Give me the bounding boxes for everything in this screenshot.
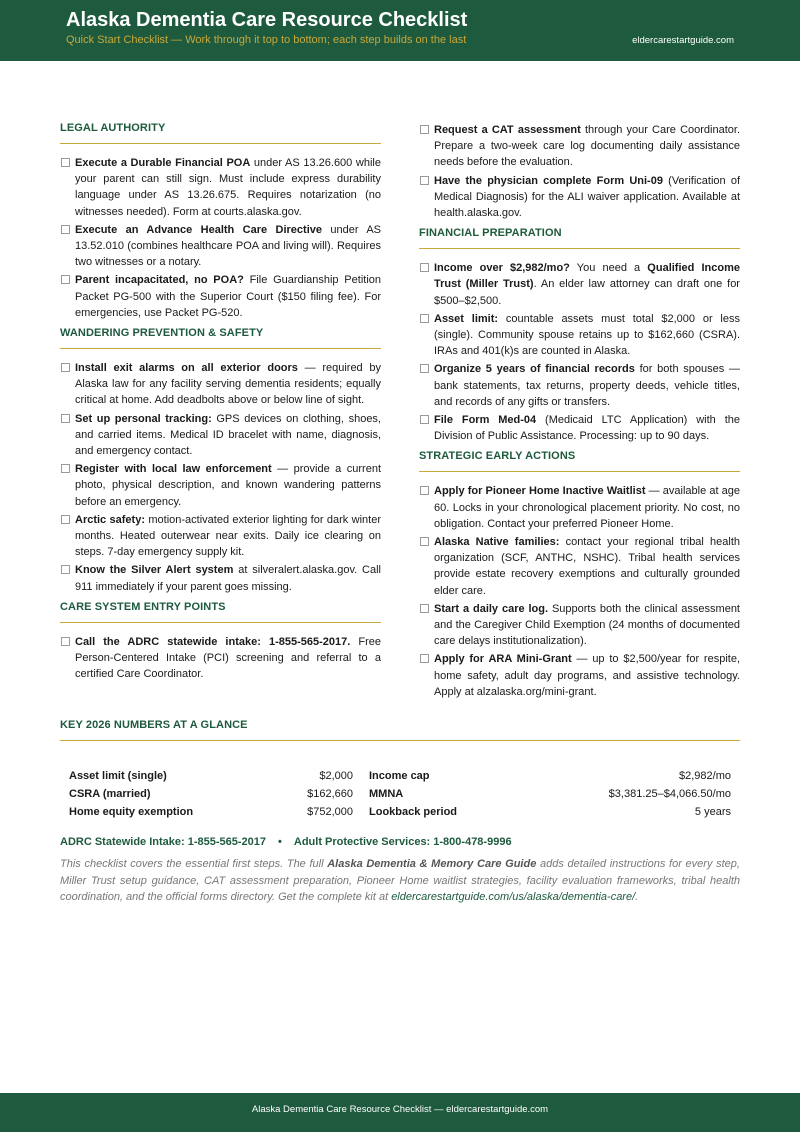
item-heading: Apply for ARA Mini-Grant [434,653,572,666]
checklist-item [60,222,381,271]
key-label: MMNA [369,788,404,800]
item-text: — provide a current photo, physical description, and known wandering patterns before an emergency. [75,463,381,508]
item-heading: File Form Med-04 [434,414,537,427]
item-heading: Have the physician complete Form Uni-09 [434,174,663,187]
item-text: — required by Alaska law for any facility serving dementia residents; equally critical at home. Add deadbolts above or below line of sight. [75,362,381,407]
contact-separator: • [278,836,282,848]
section-divider [419,248,740,249]
checkbox[interactable] [61,158,70,167]
item-heading: Install exit alarms on all exterior doors [75,362,298,375]
item-heading: Call the ADRC statewide intake: 1-855-565-2017. [75,635,351,648]
item-text: File Guardianship Petition Packet PG-500 with the Superior Court ($150 filing fee). For emergencies, use Packet PG-520. [75,274,381,319]
key-label: Lookback period [369,806,458,818]
key-value: $162,660 [307,788,353,800]
item-text: GPS devices on clothing, shoes, and carried items. Medical ID bracelet with name, diagnosis, and emergency contact. [75,412,381,458]
checkbox[interactable] [420,537,429,546]
note-text-3: . [635,891,639,903]
checklist-item [60,360,381,409]
checkbox[interactable] [61,565,70,574]
checkbox[interactable] [61,225,70,234]
item-heading: Apply for Pioneer Home Inactive Waitlist [434,485,646,498]
section-divider [60,622,381,623]
item-text: Free Person-Centered Intake (PCI) screening and referral to a certified Care Coordinator. [75,635,381,681]
item-text: (Verification of Medical Diagnosis) for the ALI waiver application. Available at health.alaska.gov. [434,174,740,220]
item-text: under AS 13.52.010 (combines healthcare POA and living will). Requires two witnesses or a notary. [75,223,381,269]
item-heading: Execute a Durable Financial POA [75,157,251,169]
checklist-item [60,634,381,683]
header-site-link[interactable]: eldercarestartguide.com [632,35,734,46]
item-heading: Know the Silver Alert system [75,564,234,577]
key-numbers-table [60,770,740,824]
checkbox[interactable] [420,654,429,663]
item-text: — available at age 60. Locks in your chronological placement priority. No cost, no obligation. Contact your preferred Pioneer Home. [434,485,740,530]
item-heading: Request a CAT assessment [434,124,581,136]
checkbox[interactable] [420,364,429,373]
section-divider [60,740,740,741]
item-heading: Organize 5 years of financial records [434,363,635,376]
key-value: 5 years [694,806,731,818]
checklist-item [60,461,381,510]
key-value: $2,000 [319,770,353,782]
section-title: STRATEGIC EARLY ACTIONS [419,450,576,463]
checkbox[interactable] [420,263,429,272]
key-numbers-row [60,806,740,824]
checkbox[interactable] [420,176,429,185]
note-text-2: adds detailed instructions for every step, Miller Trust setup guidance, CAT assessment preparation, Pioneer Home waitlist strategies, facility evaluation frameworks, tribal health coordination, and the official forms directory. Get the complete kit at [60,858,740,903]
checkbox[interactable] [61,515,70,524]
checklist-item [419,601,740,650]
note-text-1: This checklist covers the essential first steps. The full [60,858,328,870]
contact-line [60,836,512,848]
key-numbers-row [60,788,740,806]
item-text: at silveralert.alaska.gov. Call 911 immediately if your parent goes missing. [75,564,381,593]
checklist-item [60,411,381,460]
checklist-item [419,361,740,410]
item-text: Supports both the clinical assessment and the Caregiver Child Exemption (24 months of documented care delays institutionalization). [434,602,740,648]
key-numbers-title: KEY 2026 NUMBERS AT A GLANCE [60,719,248,731]
key-value: $2,982/mo [679,770,731,782]
checklist-item [60,562,381,594]
checkbox[interactable] [420,125,429,134]
key-label: CSRA (married) [69,788,151,800]
page-subtitle: Quick Start Checklist — Work through it top to bottom; each step builds on the last [66,34,467,46]
left-column [60,122,381,684]
checklist-item [419,122,740,171]
checklist-item [419,651,740,700]
item-heading: Asset limit: [434,312,499,325]
item-heading: Income over $2,982/mo? [434,262,570,275]
key-value: $752,000 [307,806,353,818]
footer-bar [0,1093,800,1132]
section-title: CARE SYSTEM ENTRY POINTS [60,600,226,613]
checkbox[interactable] [420,314,429,323]
item-heading: Execute an Advance Health Care Directive [75,223,322,236]
item-heading: Register with local law enforcement [75,463,272,476]
adrc-contact[interactable]: ADRC Statewide Intake: 1-855-565-2017 [60,836,267,848]
item-text: for both spouses — bank statements, tax returns, property deeds, vehicle titles, and records of any gifts or transfers. [434,363,741,408]
checkbox[interactable] [61,363,70,372]
aps-contact[interactable]: Adult Protective Services: 1-800-478-9996 [293,836,512,848]
item-text: motion-activated exterior lighting for dark winter months. Heated outerwear near exits. Daily ice clearing on steps. 7-day emergency supply kit. [75,513,381,559]
item-heading: Arctic safety: [75,513,145,526]
checklist-item [419,534,740,599]
checkbox[interactable] [420,415,429,424]
item-text: (Medicaid LTC Application) with the Division of Public Assistance. Processing: up to 90 days. [434,414,740,443]
checkbox[interactable] [420,604,429,613]
note-guide-title: Alaska Dementia & Memory Care Guide [327,858,537,870]
checklist-item [419,483,740,532]
checklist-item [60,155,381,220]
note-kit-link[interactable]: eldercarestartguide.com/us/alaska/dementia-care/ [391,891,636,903]
item-heading: Alaska Native families: [434,536,560,549]
item-text: under AS 13.26.600 while your parent can still sign. Must include express durability language under AS 13.26.675. Requires notarization (no witnesses needed). Form at courts.alaska.gov. [75,157,381,218]
key-label: Home equity exemption [69,806,194,818]
checkbox[interactable] [420,486,429,495]
closing-note [60,856,740,906]
section-divider [60,348,381,349]
item-text: You need a [569,262,648,275]
checklist-item [419,412,740,444]
item-heading: Set up personal tracking: [75,412,212,425]
right-column [419,122,740,702]
item-text-2: . An elder law attorney can draft one for $500–$2,500. [434,278,740,307]
item-heading-2: Qualified Income Trust (Miller Trust) [434,262,740,291]
item-heading: Parent incapacitated, no POA? [75,274,244,287]
checkbox[interactable] [61,275,70,284]
header-bar [0,0,800,61]
section-title: FINANCIAL PREPARATION [419,227,562,240]
item-text: countable assets must total $2,000 or less (single). Community spouse retains up to $162,660 (CSRA). IRAs and 401(k)s are counted in Alaska. [434,312,740,358]
checklist-item [419,173,740,222]
item-heading: Start a daily care log. [434,602,549,615]
key-numbers-section [60,719,740,752]
item-text: through your Care Coordinator. Prepare a two-week care log documenting daily assistance needs before the evaluation. [434,124,740,169]
section-divider [419,471,740,472]
page-title: Alaska Dementia Care Resource Checklist [66,9,468,31]
section-title: WANDERING PREVENTION & SAFETY [60,327,264,340]
key-label: Income cap [369,770,430,782]
checklist-item [60,512,381,561]
key-numbers-row [60,770,740,788]
section-divider [60,143,381,144]
checkbox[interactable] [61,414,70,423]
footer-text: Alaska Dementia Care Resource Checklist — eldercarestartguide.com [251,1104,549,1115]
item-text: — up to $2,500/year for respite, home safety, adult day programs, and assistive technology. Apply at alzalaska.org/mini-grant. [434,653,740,698]
key-label: Asset limit (single) [69,770,167,782]
checkbox[interactable] [61,464,70,473]
checklist-item [419,260,740,309]
checklist-item [60,272,381,321]
checklist-item [419,311,740,360]
checkbox[interactable] [61,637,70,646]
key-value: $3,381.25–$4,066.50/mo [608,788,731,800]
section-title: LEGAL AUTHORITY [60,122,166,134]
item-text: contact your regional tribal health organization (SCF, ANTHC, NSHC). Tribal health services provide estate recovery exemptions and culturally grounded elder care. [434,536,740,597]
